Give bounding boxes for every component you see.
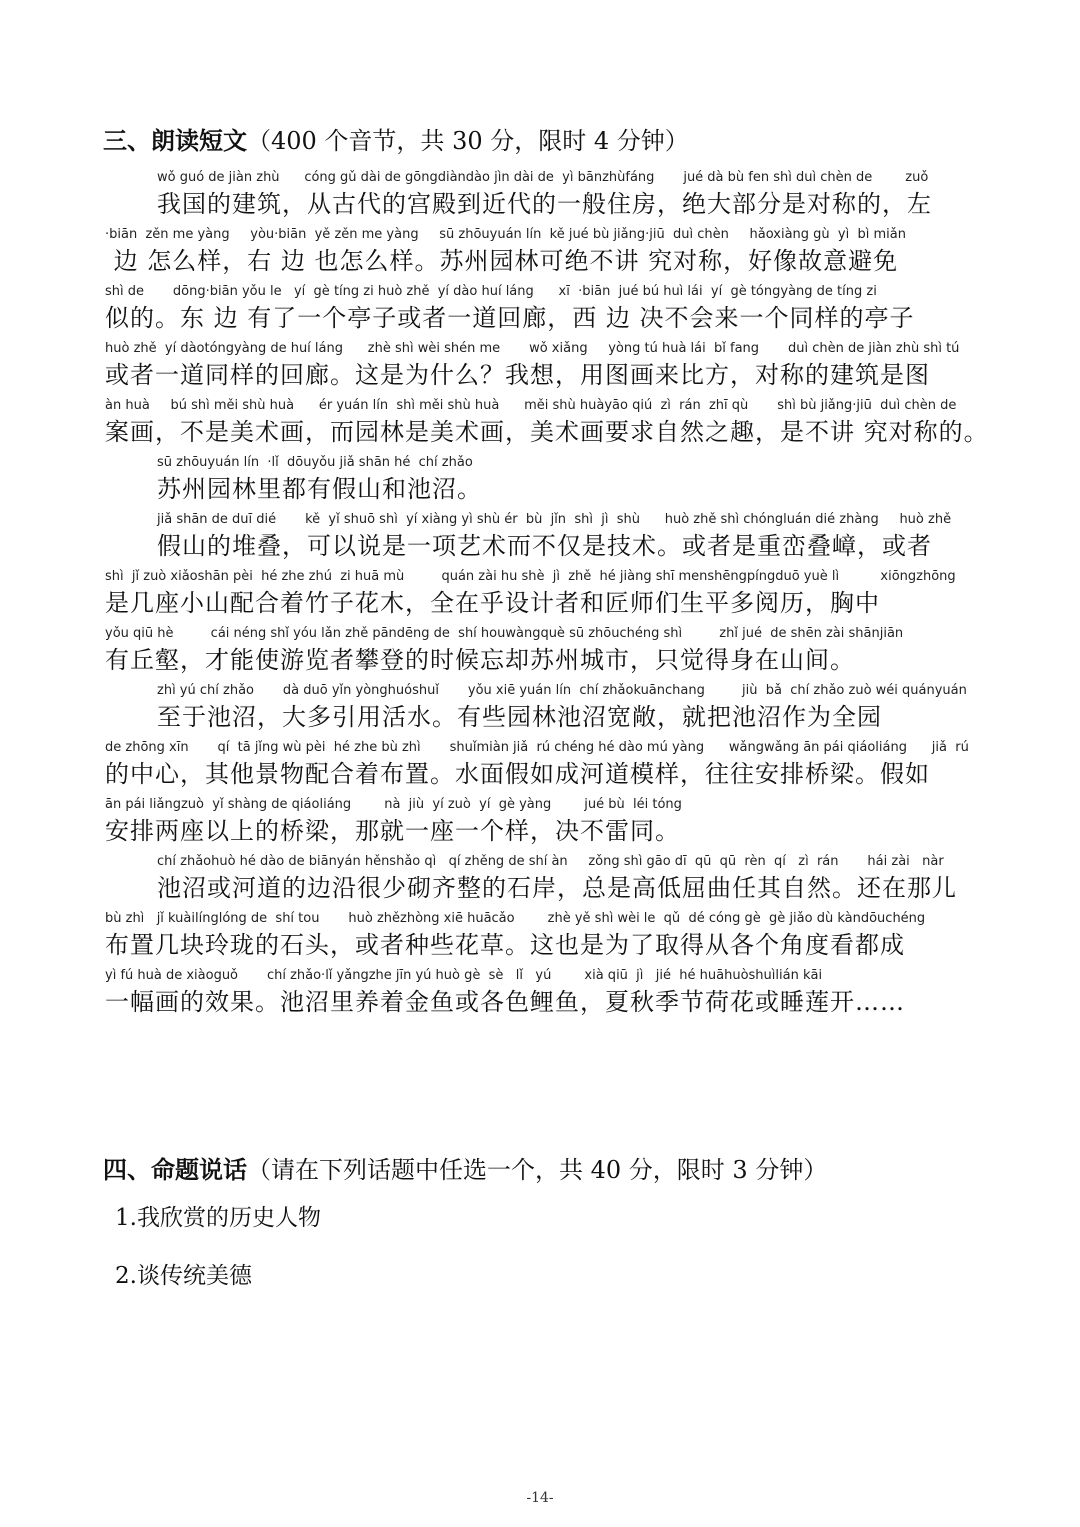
topic-item: 2.谈传统美德 (115, 1263, 252, 1289)
passage-text: 案画，不是美术画，而园林是美术画，美术画要求自然之趣，是不讲 究对称的。 (105, 418, 989, 446)
passage-text: 的中心，其他景物配合着布置。水面假如成河道模样，往往安排桥梁。假如 (105, 760, 930, 788)
passage-text: 安排两座以上的桥梁，那就一座一个样，决不雷同。 (105, 817, 680, 845)
pinyin-annotation: shì jǐ zuò xiǎoshān pèi hé zhe zhú zi huā mù quán zài hu shè jì zhě hé jiàng shī menshēngpíngduō yuè lì xiōngzhōng (105, 569, 956, 584)
pinyin-annotation: chí zhǎohuò hé dào de biānyán hěnshǎo qì qí zhěng de shí àn zǒng shì gāo dī qū qū rèn qí zì rán hái zài nàr (157, 854, 944, 869)
pinyin-annotation: shì de dōng·biān yǒu le yí gè tíng zi huò zhě yí dào huí láng xī ·biān jué bú huì lái yí gè tóngyàng de tíng zi (105, 284, 877, 299)
passage-text: 一幅画的效果。池沼里养着金鱼或各色鲤鱼，夏秋季节荷花或睡莲开…… (105, 988, 905, 1016)
passage-text: 边 怎么样，右 边 也怎么样。苏州园林可绝不讲 究对称，好像故意避免 (105, 247, 899, 275)
pinyin-annotation: de zhōng xīn qí tā jǐng wù pèi hé zhe bù zhì shuǐmiàn jiǎ rú chéng hé dào mú yàng wǎngwǎng ān pái qiáoliáng jiǎ rú (105, 740, 969, 755)
section-note: （400 个音节，共 30 分，限时 4 分钟） (247, 127, 689, 155)
section-note: （请在下列话题中任选一个，共 40 分，限时 3 分钟） (247, 1156, 828, 1184)
pinyin-annotation: yì fú huà de xiàoguǒ chí zhǎo·lǐ yǎngzhe jīn yú huò gè sè lǐ yú xià qiū jì jié hé huāhuòshuìlián kāi (105, 968, 823, 983)
pinyin-annotation: bù zhì jǐ kuàilínglóng de shí tou huò zhězhòng xiē huācǎo zhè yě shì wèi le qǔ dé cóng gè gè jiǎo dù kàndōuchéng (105, 911, 926, 926)
passage-text: 至于池沼，大多引用活水。有些园林池沼宽敞，就把池沼作为全园 (157, 703, 882, 731)
pinyin-annotation: jiǎ shān de duī dié kě yǐ shuō shì yí xiàng yì shù ér bù jǐn shì jì shù huò zhě shì chóngluán dié zhàng huò zhě (157, 512, 952, 527)
passage-text: 有丘壑，才能使游览者攀登的时候忘却苏州城市，只觉得身在山间。 (105, 646, 855, 674)
pinyin-annotation: sū zhōuyuán lín ·lǐ dōuyǒu jiǎ shān hé chí zhǎo (157, 455, 473, 470)
page-number: -14- (526, 1490, 554, 1506)
passage-text: 是几座小山配合着竹子花木，全在乎设计者和匠师们生平多阅历，胸中 (105, 589, 880, 617)
pinyin-annotation: yǒu qiū hè cái néng shǐ yóu lǎn zhě pāndēng de shí houwàngquè sū zhōuchéng shì zhǐ jué de shēn zài shānjiān (105, 626, 904, 641)
passage-text: 或者一道同样的回廊。这是为什么？我想，用图画来比方，对称的建筑是图 (105, 361, 930, 389)
pinyin-annotation: àn huà bú shì měi shù huà ér yuán lín shì měi shù huà měi shù huàyāo qiú zì rán zhī qù shì bù jiǎng·jiū duì chèn de (105, 398, 957, 413)
passage-text: 似的。东 边 有了一个亭子或者一道回廊，西 边 决不会来一个同样的亭子 (105, 304, 915, 332)
section-heading (103, 121, 689, 156)
section-title: 四、命题说话 (103, 1156, 247, 1184)
section-title: 三、朗读短文 (103, 127, 247, 155)
topic-item: 1.我欣赏的历史人物 (115, 1205, 321, 1231)
pinyin-annotation: wǒ guó de jiàn zhù cóng gǔ dài de gōngdiàndào jìn dài de yì bānzhùfáng jué dà bù fen shì duì chèn de zuǒ (157, 170, 929, 185)
pinyin-annotation: zhì yú chí zhǎo dà duō yǐn yònghuóshuǐ yǒu xiē yuán lín chí zhǎokuānchang jiù bǎ chí zhǎo zuò wéi quányuán (157, 683, 967, 698)
pinyin-annotation: ·biān zěn me yàng yòu·biān yě zěn me yàng sū zhōuyuán lín kě jué bù jiǎng·jiū duì chèn hǎoxiàng gù yì bì miǎn (105, 227, 906, 242)
passage-text: 我国的建筑，从古代的宫殿到近代的一般住房，绝大部分是对称的，左 (157, 190, 932, 218)
passage-text: 池沼或河道的边沿很少砌齐整的石岸，总是高低屈曲任其自然。还在那儿 (157, 874, 957, 902)
section-heading (103, 1150, 827, 1185)
pinyin-annotation: huò zhě yí dàotóngyàng de huí láng zhè shì wèi shén me wǒ xiǎng yòng tú huà lái bǐ fang duì chèn de jiàn zhù shì tú (105, 341, 960, 356)
passage-text: 布置几块玲珑的石头，或者种些花草。这也是为了取得从各个角度看都成 (105, 931, 905, 959)
pinyin-annotation: ān pái liǎngzuò yǐ shàng de qiáoliáng nà jiù yí zuò yí gè yàng jué bù léi tóng (105, 797, 682, 812)
passage-text: 苏州园林里都有假山和池沼。 (157, 475, 482, 503)
passage-text: 假山的堆叠，可以说是一项艺术而不仅是技术。或者是重峦叠嶂，或者 (157, 532, 932, 560)
